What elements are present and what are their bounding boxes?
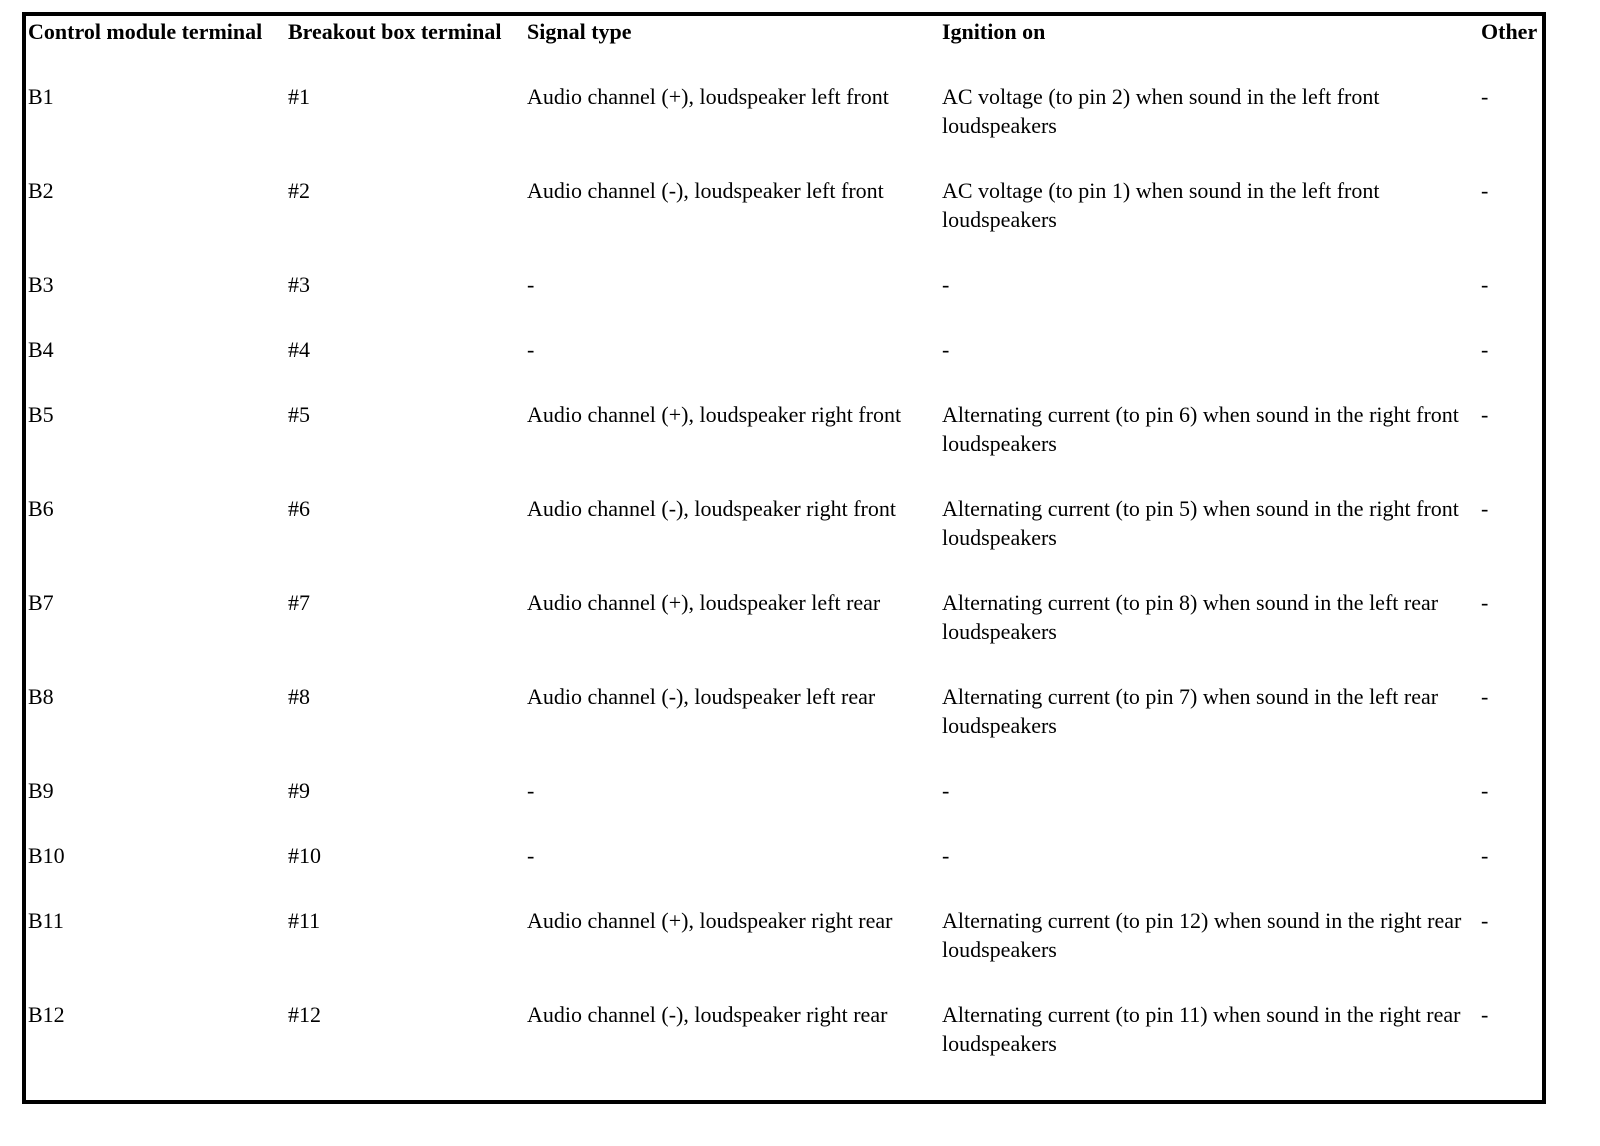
cell-signal-type: Audio channel (-), loudspeaker left front bbox=[527, 178, 884, 203]
cell-other: - bbox=[1481, 908, 1489, 933]
cell-signal-type: Audio channel (-), loudspeaker left rear bbox=[527, 684, 876, 709]
cell-ignition-on: - bbox=[942, 843, 950, 868]
cell-signal-type: Audio channel (+), loudspeaker left front bbox=[527, 84, 889, 109]
cell-terminal: B3 bbox=[28, 272, 54, 297]
cell-other: - bbox=[1481, 778, 1489, 803]
cell-ignition-on: - bbox=[942, 778, 950, 803]
cell-breakout: #8 bbox=[288, 684, 310, 709]
cell-terminal: B4 bbox=[28, 337, 54, 362]
cell-breakout: #3 bbox=[288, 272, 310, 297]
cell-breakout: #7 bbox=[288, 590, 310, 615]
header-ignition-on: Ignition on bbox=[942, 19, 1046, 44]
cell-other: - bbox=[1481, 84, 1489, 109]
table-row bbox=[28, 494, 1542, 588]
cell-other: - bbox=[1481, 843, 1489, 868]
cell-terminal: B10 bbox=[28, 843, 65, 868]
cell-terminal: B12 bbox=[28, 1002, 65, 1027]
cell-terminal: B2 bbox=[28, 178, 54, 203]
cell-ignition-on: - bbox=[942, 272, 950, 297]
cell-signal-type: - bbox=[527, 843, 535, 868]
cell-signal-type: - bbox=[527, 272, 535, 297]
cell-breakout: #12 bbox=[288, 1002, 321, 1027]
table-header-row bbox=[28, 16, 1542, 82]
table-row bbox=[28, 270, 1542, 335]
table-row bbox=[28, 682, 1542, 776]
table-row bbox=[28, 776, 1542, 841]
table-row bbox=[28, 841, 1542, 906]
cell-signal-type: Audio channel (-), loudspeaker right rear bbox=[527, 1002, 888, 1027]
table-row bbox=[28, 588, 1542, 682]
cell-signal-type: - bbox=[527, 778, 535, 803]
table-row bbox=[28, 176, 1542, 270]
cell-ignition-on: Alternating current (to pin 7) when sound in the left rear loudspeakers bbox=[942, 684, 1439, 738]
cell-other: - bbox=[1481, 337, 1489, 362]
cell-other: - bbox=[1481, 178, 1489, 203]
cell-other: - bbox=[1481, 402, 1489, 427]
table-row bbox=[28, 335, 1542, 400]
header-signal-type: Signal type bbox=[527, 19, 632, 44]
terminal-table bbox=[28, 16, 1542, 1094]
cell-breakout: #2 bbox=[288, 178, 310, 203]
header-other: Other bbox=[1481, 19, 1538, 44]
header-control-module-terminal: Control module terminal bbox=[28, 19, 263, 44]
header-breakout-box-terminal: Breakout box terminal bbox=[288, 19, 502, 44]
table-row bbox=[28, 1000, 1542, 1094]
cell-ignition-on: Alternating current (to pin 5) when sound in the right front loudspeakers bbox=[942, 496, 1459, 550]
cell-other: - bbox=[1481, 496, 1489, 521]
cell-breakout: #6 bbox=[288, 496, 310, 521]
cell-other: - bbox=[1481, 684, 1489, 709]
cell-breakout: #1 bbox=[288, 84, 310, 109]
cell-terminal: B7 bbox=[28, 590, 54, 615]
cell-terminal: B1 bbox=[28, 84, 54, 109]
cell-ignition-on: AC voltage (to pin 2) when sound in the left front loudspeakers bbox=[942, 84, 1380, 138]
cell-signal-type: Audio channel (+), loudspeaker right front bbox=[527, 402, 902, 427]
cell-signal-type: Audio channel (+), loudspeaker right rear bbox=[527, 908, 893, 933]
cell-ignition-on: - bbox=[942, 337, 950, 362]
cell-breakout: #11 bbox=[288, 908, 321, 933]
cell-signal-type: Audio channel (+), loudspeaker left rear bbox=[527, 590, 881, 615]
cell-terminal: B6 bbox=[28, 496, 54, 521]
cell-other: - bbox=[1481, 1002, 1489, 1027]
cell-ignition-on: Alternating current (to pin 11) when sound in the right rear loudspeakers bbox=[942, 1002, 1461, 1056]
cell-other: - bbox=[1481, 272, 1489, 297]
cell-terminal: B8 bbox=[28, 684, 54, 709]
table-row bbox=[28, 82, 1542, 176]
cell-terminal: B11 bbox=[28, 908, 64, 933]
cell-signal-type: - bbox=[527, 337, 535, 362]
cell-terminal: B5 bbox=[28, 402, 54, 427]
table-row bbox=[28, 906, 1542, 1000]
cell-breakout: #5 bbox=[288, 402, 310, 427]
cell-signal-type: Audio channel (-), loudspeaker right front bbox=[527, 496, 896, 521]
cell-breakout: #10 bbox=[288, 843, 321, 868]
cell-terminal: B9 bbox=[28, 778, 54, 803]
cell-other: - bbox=[1481, 590, 1489, 615]
cell-ignition-on: AC voltage (to pin 1) when sound in the left front loudspeakers bbox=[942, 178, 1380, 232]
cell-ignition-on: Alternating current (to pin 8) when sound in the left rear loudspeakers bbox=[942, 590, 1439, 644]
cell-ignition-on: Alternating current (to pin 6) when sound in the right front loudspeakers bbox=[942, 402, 1459, 456]
cell-breakout: #9 bbox=[288, 778, 310, 803]
cell-breakout: #4 bbox=[288, 337, 310, 362]
cell-ignition-on: Alternating current (to pin 12) when sound in the right rear loudspeakers bbox=[942, 908, 1462, 962]
table-row bbox=[28, 400, 1542, 494]
